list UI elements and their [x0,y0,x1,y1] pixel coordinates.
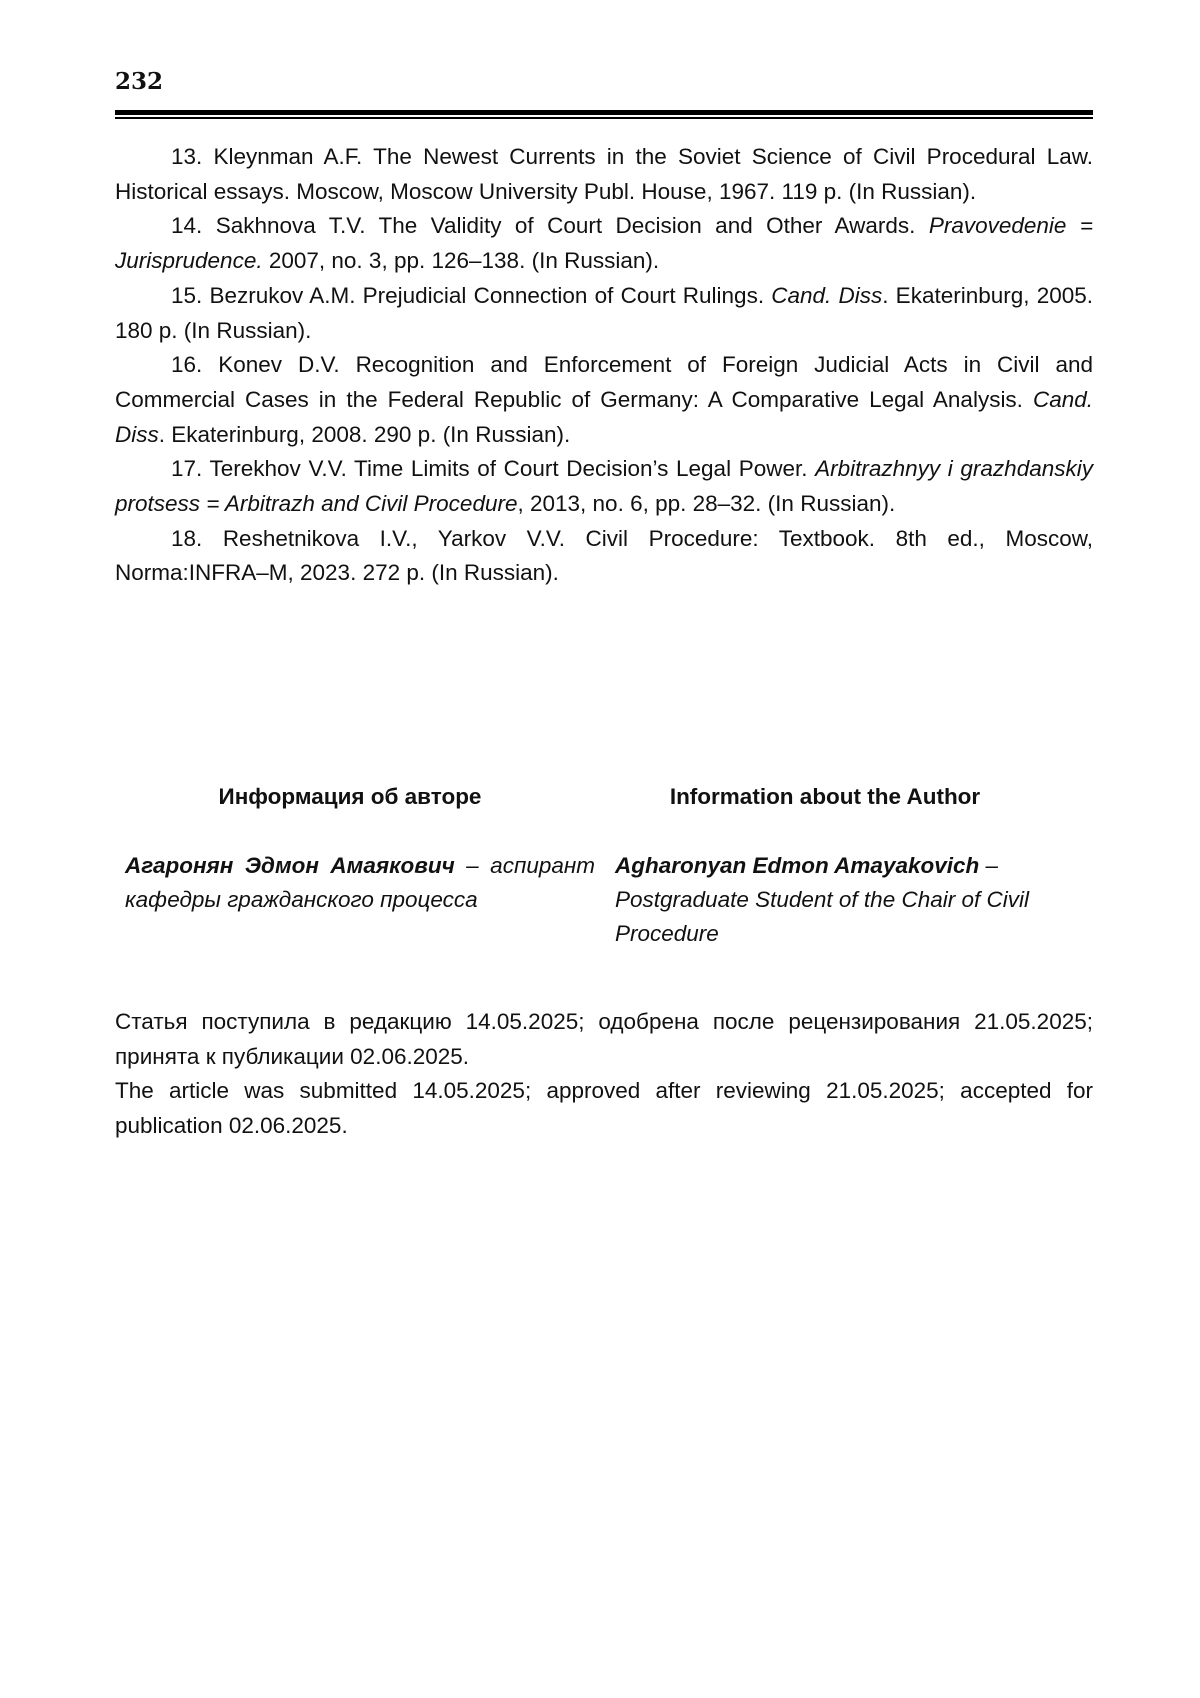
reference-text: Sakhnova T.V. The Validity of Court Decision and Other Awards. [215,213,929,239]
author-info-ru [125,780,595,917]
reference-text: Kleynman A.F. The Newest Currents in the Soviet Science of Civil Procedural Law. Historical essays. Moscow, Moscow University Publ. House, 1967. 119 p. (In Russian). [115,144,1093,204]
reference-item [115,209,1093,278]
author-description-en [615,849,1093,951]
reference-item [115,348,1093,452]
reference-text: Terekhov V.V. Time Limits of Court Decision’s Legal Power. [209,456,816,482]
author-name-en: Agharonyan Edmon Amayakovich [615,853,980,878]
reference-number: 15. [171,282,203,308]
author-info-en [615,780,1093,951]
reference-journal: Arbitrazhnyy i grazhdanskiy protsess = Arbitrazh and Civil Procedure [115,456,1093,517]
header-rule-thick [115,110,1093,115]
reference-list [115,140,1093,591]
author-description-ru [125,849,595,917]
author-position-en: – Postgraduate Student of the Chair of Civil Procedure [615,853,1029,946]
reference-text: Konev D.V. Recognition and Enforcement of Foreign Judicial Acts in Civil and Commercial Cases in the Federal Republic of Germany: A Comparative Legal Analysis. [115,352,1093,412]
reference-item [115,279,1093,348]
article-history-en: The article was submitted 14.05.2025; approved after reviewing 21.05.2025; accepted for publication 02.06.2025. [115,1078,1093,1138]
reference-number: 16. [171,352,203,378]
reference-number: 13. [171,144,203,169]
author-info-heading-ru: Информация об авторе [218,784,482,809]
reference-item [115,452,1093,521]
reference-text: 2007, no. 3, pp. 126–138. (In Russian). [262,248,660,274]
author-name-ru: Агаронян Эдмон Амаякович [125,853,455,878]
reference-journal: Pravovedenie = Jurisprudence. [115,213,1093,274]
reference-text: Reshetnikova I.V., Yarkov V.V. Civil Procedure: Textbook. 8th ed., Moscow, Norma:INFRA–M, 2023. 272 p. (In Russian). [115,525,1093,586]
author-position-ru: – аспирант кафедры гражданского процесса [125,853,595,912]
reference-type: Cand. Diss [115,386,1093,447]
article-history-ru: Статья поступила в редакцию 14.05.2025; одобрена после рецензирования 21.05.2025; принята к публикации 02.06.2025. [115,1009,1093,1069]
reference-number: 14. [171,213,203,239]
article-history [115,1005,1093,1143]
reference-text: . Ekaterinburg, 2008. 290 p. (In Russian). [158,421,571,447]
reference-number: 17. [171,456,203,482]
journal-page [115,0,1093,1698]
reference-item [115,522,1093,591]
reference-text: Bezrukov A.M. Prejudicial Connection of Court Rulings. [209,282,772,308]
reference-type: Cand. Diss [771,282,883,308]
page-number: 232 [115,68,164,95]
reference-text: . Ekaterinburg, 2005. 180 p. (In Russian). [115,282,1093,343]
reference-item [115,140,1093,209]
author-info-heading-en: Information about the Author [669,784,981,809]
header-rule-thin [115,117,1093,119]
reference-text: , 2013, no. 6, pp. 28–32. (In Russian). [517,491,896,517]
reference-number: 18. [171,525,203,551]
